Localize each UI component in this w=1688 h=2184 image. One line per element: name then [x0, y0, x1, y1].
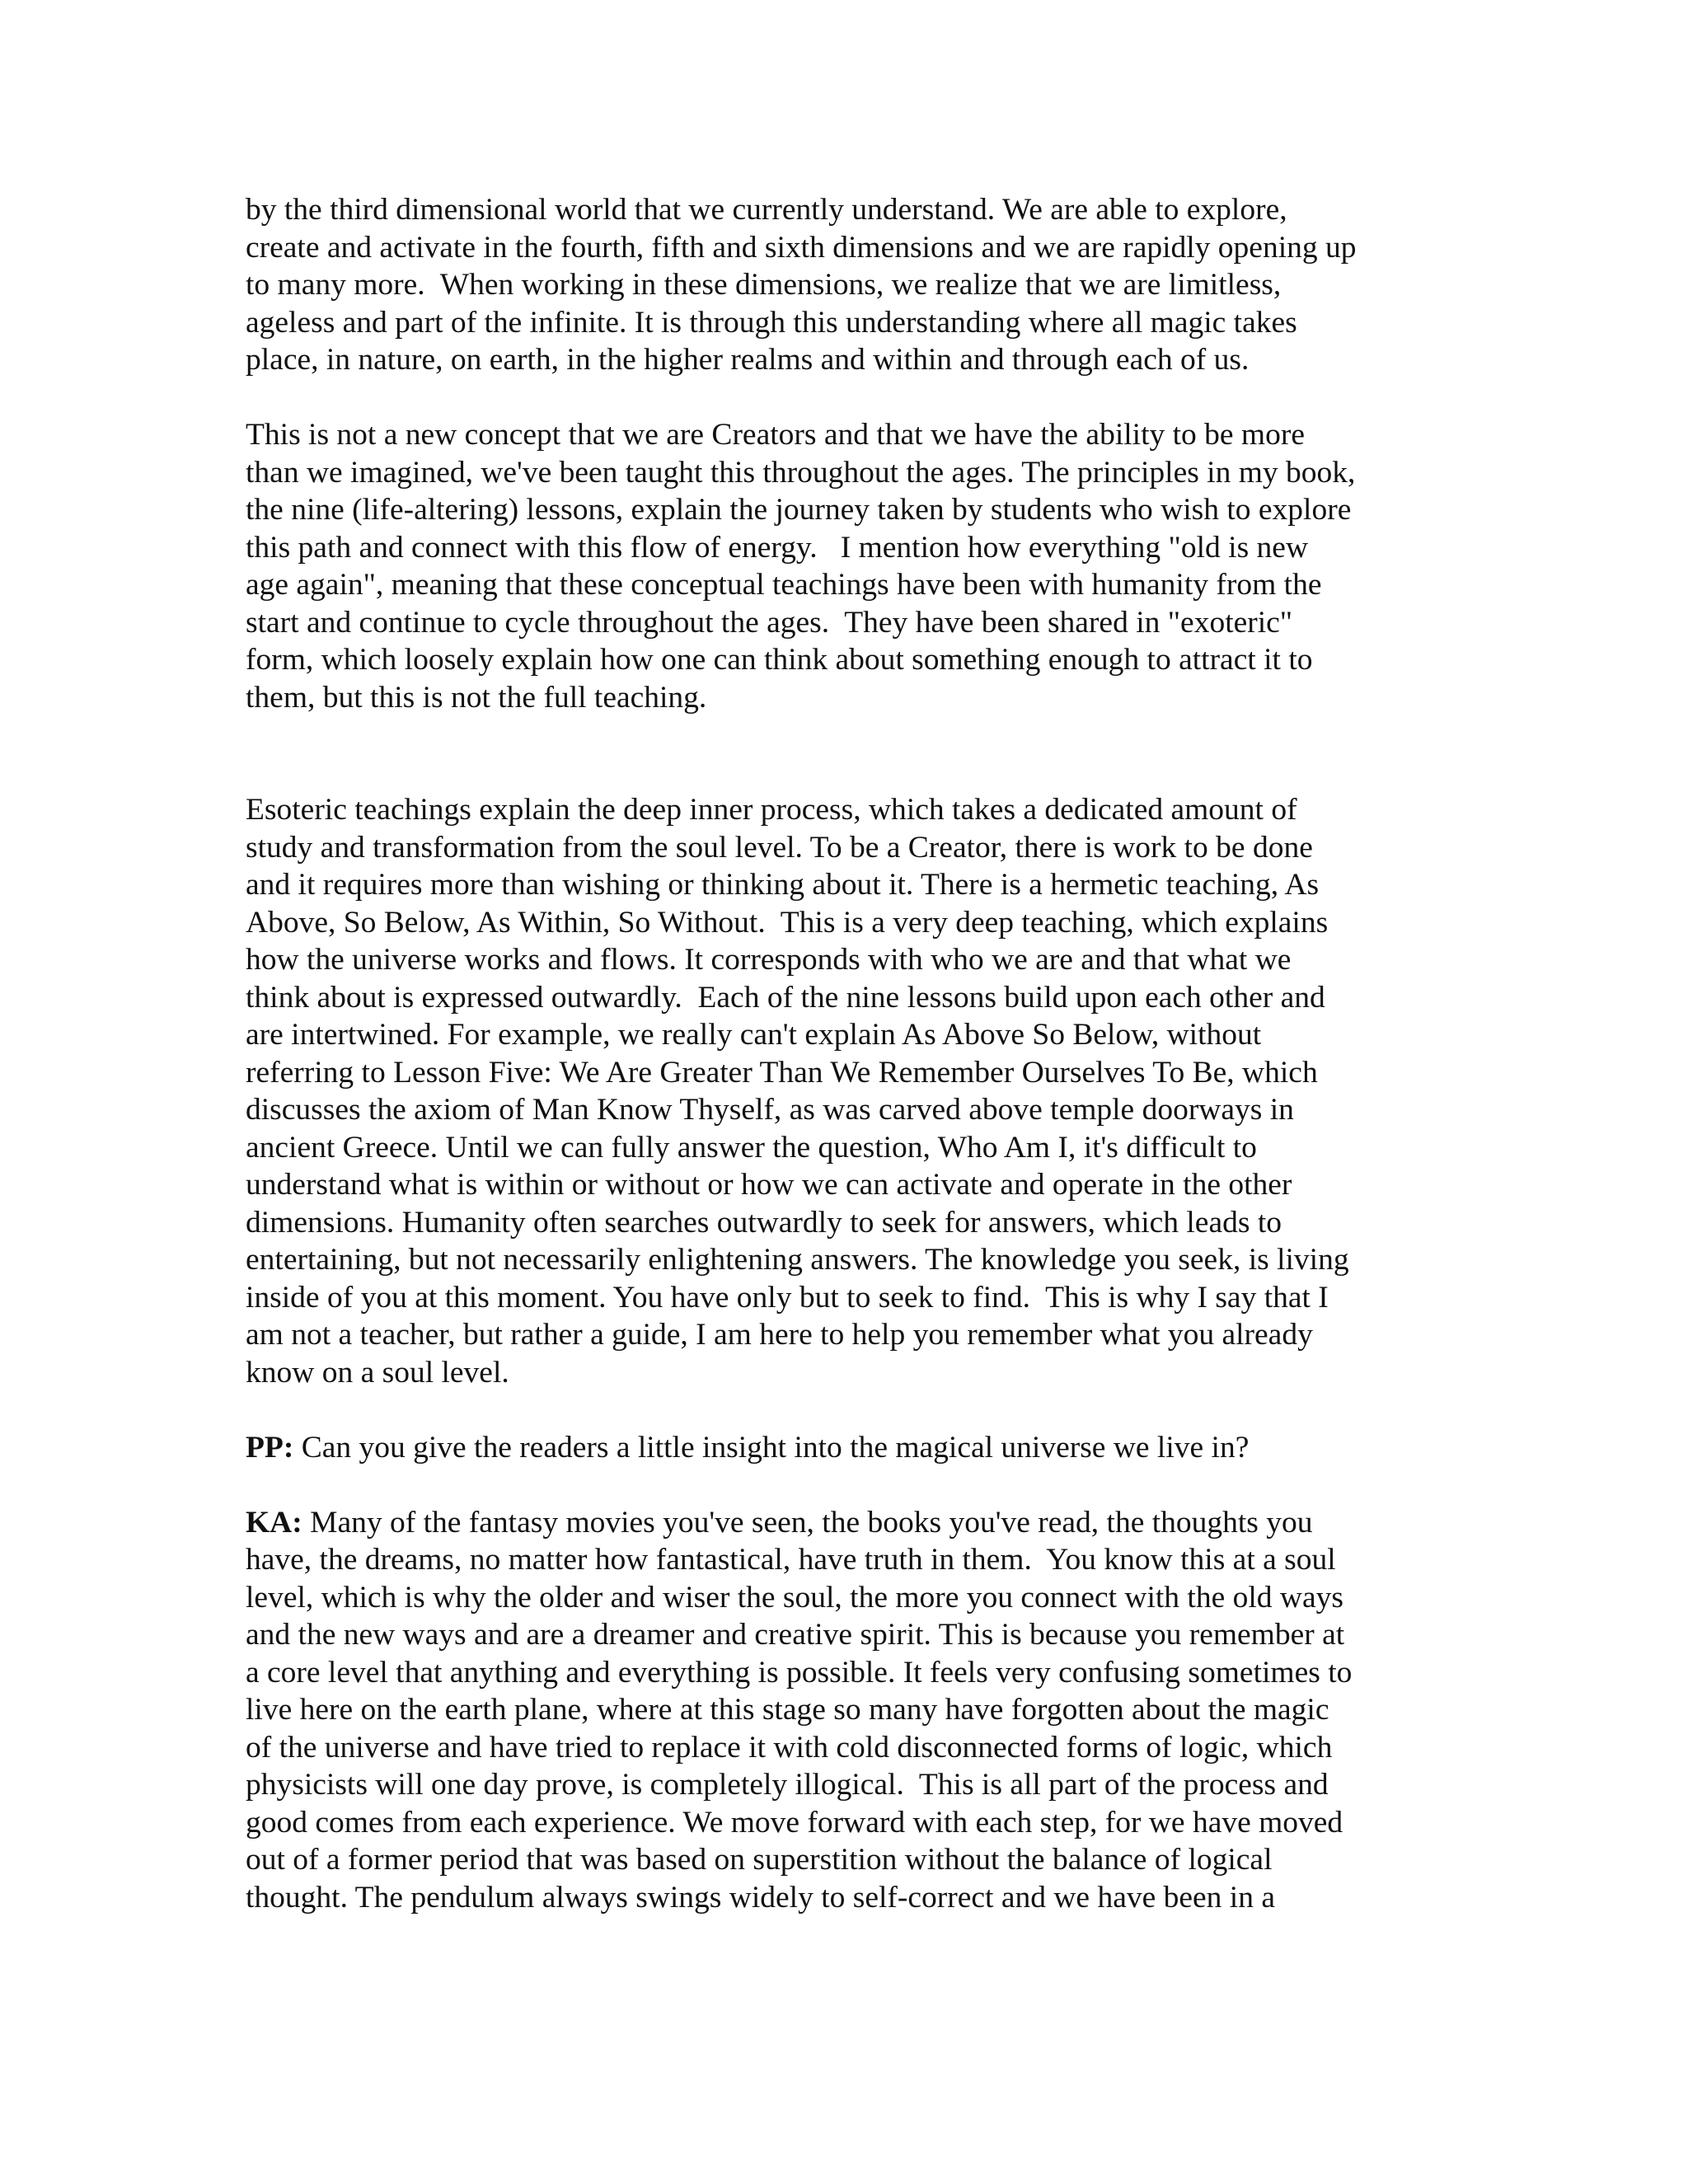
text-line: referring to Lesson Five: We Are Greater Than We Remember Ourselves To Be, which	[246, 1055, 1318, 1090]
paragraph-creators	[246, 416, 1465, 716]
text-line: ageless and part of the infinite. It is through this understanding where all magic takes	[246, 305, 1297, 340]
text-line: entertaining, but not necessarily enlightening answers. The knowledge you seek, is living	[246, 1243, 1349, 1277]
text-line: start and continue to cycle throughout the ages. They have been shared in "exoteric"	[246, 605, 1293, 640]
text-line: ancient Greece. Until we can fully answer the question, Who Am I, it's difficult to	[246, 1130, 1257, 1165]
text-line: place, in nature, on earth, in the higher realms and within and through each of us.	[246, 343, 1250, 377]
paragraph-esoteric	[246, 791, 1465, 1391]
text-line: form, which loosely explain how one can think about something enough to attract it to	[246, 643, 1313, 677]
text-line: think about is expressed outwardly. Each of the nine lessons build upon each other and	[246, 980, 1325, 1015]
text-line: know on a soul level.	[246, 1355, 509, 1390]
text-line: how the universe works and flows. It corresponds with who we are and that what we	[246, 943, 1292, 977]
interview-answer-ka	[246, 1504, 1465, 1917]
speaker-label: KA:	[246, 1505, 302, 1540]
text-line: the nine (life-altering) lessons, explain the journey taken by students who wish to explore	[246, 493, 1352, 527]
text-line: am not a teacher, but rather a guide, I am here to help you remember what you already	[246, 1318, 1313, 1352]
text-line: and it requires more than wishing or thinking about it. There is a hermetic teaching, As	[246, 868, 1320, 902]
text-line: them, but this is not the full teaching.	[246, 680, 707, 715]
text-line: a core level that anything and everything is possible. It feels very confusing sometimes to	[246, 1655, 1353, 1690]
text-line: inside of you at this moment. You have only but to seek to find. This is why I say that I	[246, 1280, 1329, 1315]
text-line: age again", meaning that these conceptual teachings have been with humanity from the	[246, 568, 1322, 602]
interview-question-pp	[246, 1429, 1465, 1467]
paragraph-spacer	[246, 1391, 1465, 1429]
text-line: have, the dreams, no matter how fantastical, have truth in them. You know this at a soul	[246, 1543, 1336, 1577]
text-line: study and transformation from the soul level. To be a Creator, there is work to be done	[246, 830, 1313, 865]
text-line: Esoteric teachings explain the deep inner process, which takes a dedicated amount of	[246, 793, 1297, 827]
text-line: Above, So Below, As Within, So Without. This is a very deep teaching, which explains	[246, 905, 1329, 940]
answer-text: Many of the fantasy movies you've seen, the books you've read, the thoughts you	[302, 1505, 1313, 1540]
question-text: Can you give the readers a little insight into the magical universe we live in?	[293, 1430, 1250, 1465]
text-line: to many more. When working in these dimensions, we realize that we are limitless,	[246, 268, 1282, 302]
paragraph-spacer	[246, 1466, 1465, 1504]
text-line: live here on the earth plane, where at this stage so many have forgotten about the magic	[246, 1693, 1329, 1727]
text-line: This is not a new concept that we are Creators and that we have the ability to be more	[246, 418, 1305, 452]
text-line: out of a former period that was based on superstition without the balance of logical	[246, 1843, 1273, 1877]
text-line: are intertwined. For example, we really can't explain As Above So Below, without	[246, 1018, 1262, 1052]
text-line: this path and connect with this flow of energy. I mention how everything "old is new	[246, 530, 1309, 565]
text-line: good comes from each experience. We move forward with each step, for we have moved	[246, 1805, 1343, 1840]
text-line: thought. The pendulum always swings widely to self-correct and we have been in a	[246, 1880, 1275, 1915]
text-line: dimensions. Humanity often searches outwardly to seek for answers, which leads to	[246, 1205, 1282, 1240]
text-line	[246, 1504, 1465, 1542]
text-line: by the third dimensional world that we currently understand. We are able to explore,	[246, 193, 1287, 227]
text-line: physicists will one day prove, is completely illogical. This is all part of the process and	[246, 1768, 1329, 1802]
text-line: of the universe and have tried to replace it with cold disconnected forms of logic, which	[246, 1730, 1333, 1765]
paragraph-spacer	[246, 379, 1465, 417]
speaker-label: PP:	[246, 1430, 294, 1465]
text-line	[246, 1429, 1465, 1467]
text-line: than we imagined, we've been taught this throughout the ages. The principles in my book,	[246, 455, 1356, 490]
text-line: level, which is why the older and wiser the soul, the more you connect with the old ways	[246, 1580, 1343, 1615]
text-line: and the new ways and are a dreamer and creative spirit. This is because you remember at	[246, 1618, 1345, 1652]
document-page	[246, 191, 1465, 1916]
text-line: discusses the axiom of Man Know Thyself, as was carved above temple doorways in	[246, 1093, 1294, 1127]
paragraph-spacer	[246, 716, 1465, 791]
text-line: understand what is within or without or how we can activate and operate in the other	[246, 1168, 1292, 1202]
text-line: create and activate in the fourth, fifth and sixth dimensions and we are rapidly opening up	[246, 230, 1357, 265]
paragraph-dimensions	[246, 191, 1465, 379]
